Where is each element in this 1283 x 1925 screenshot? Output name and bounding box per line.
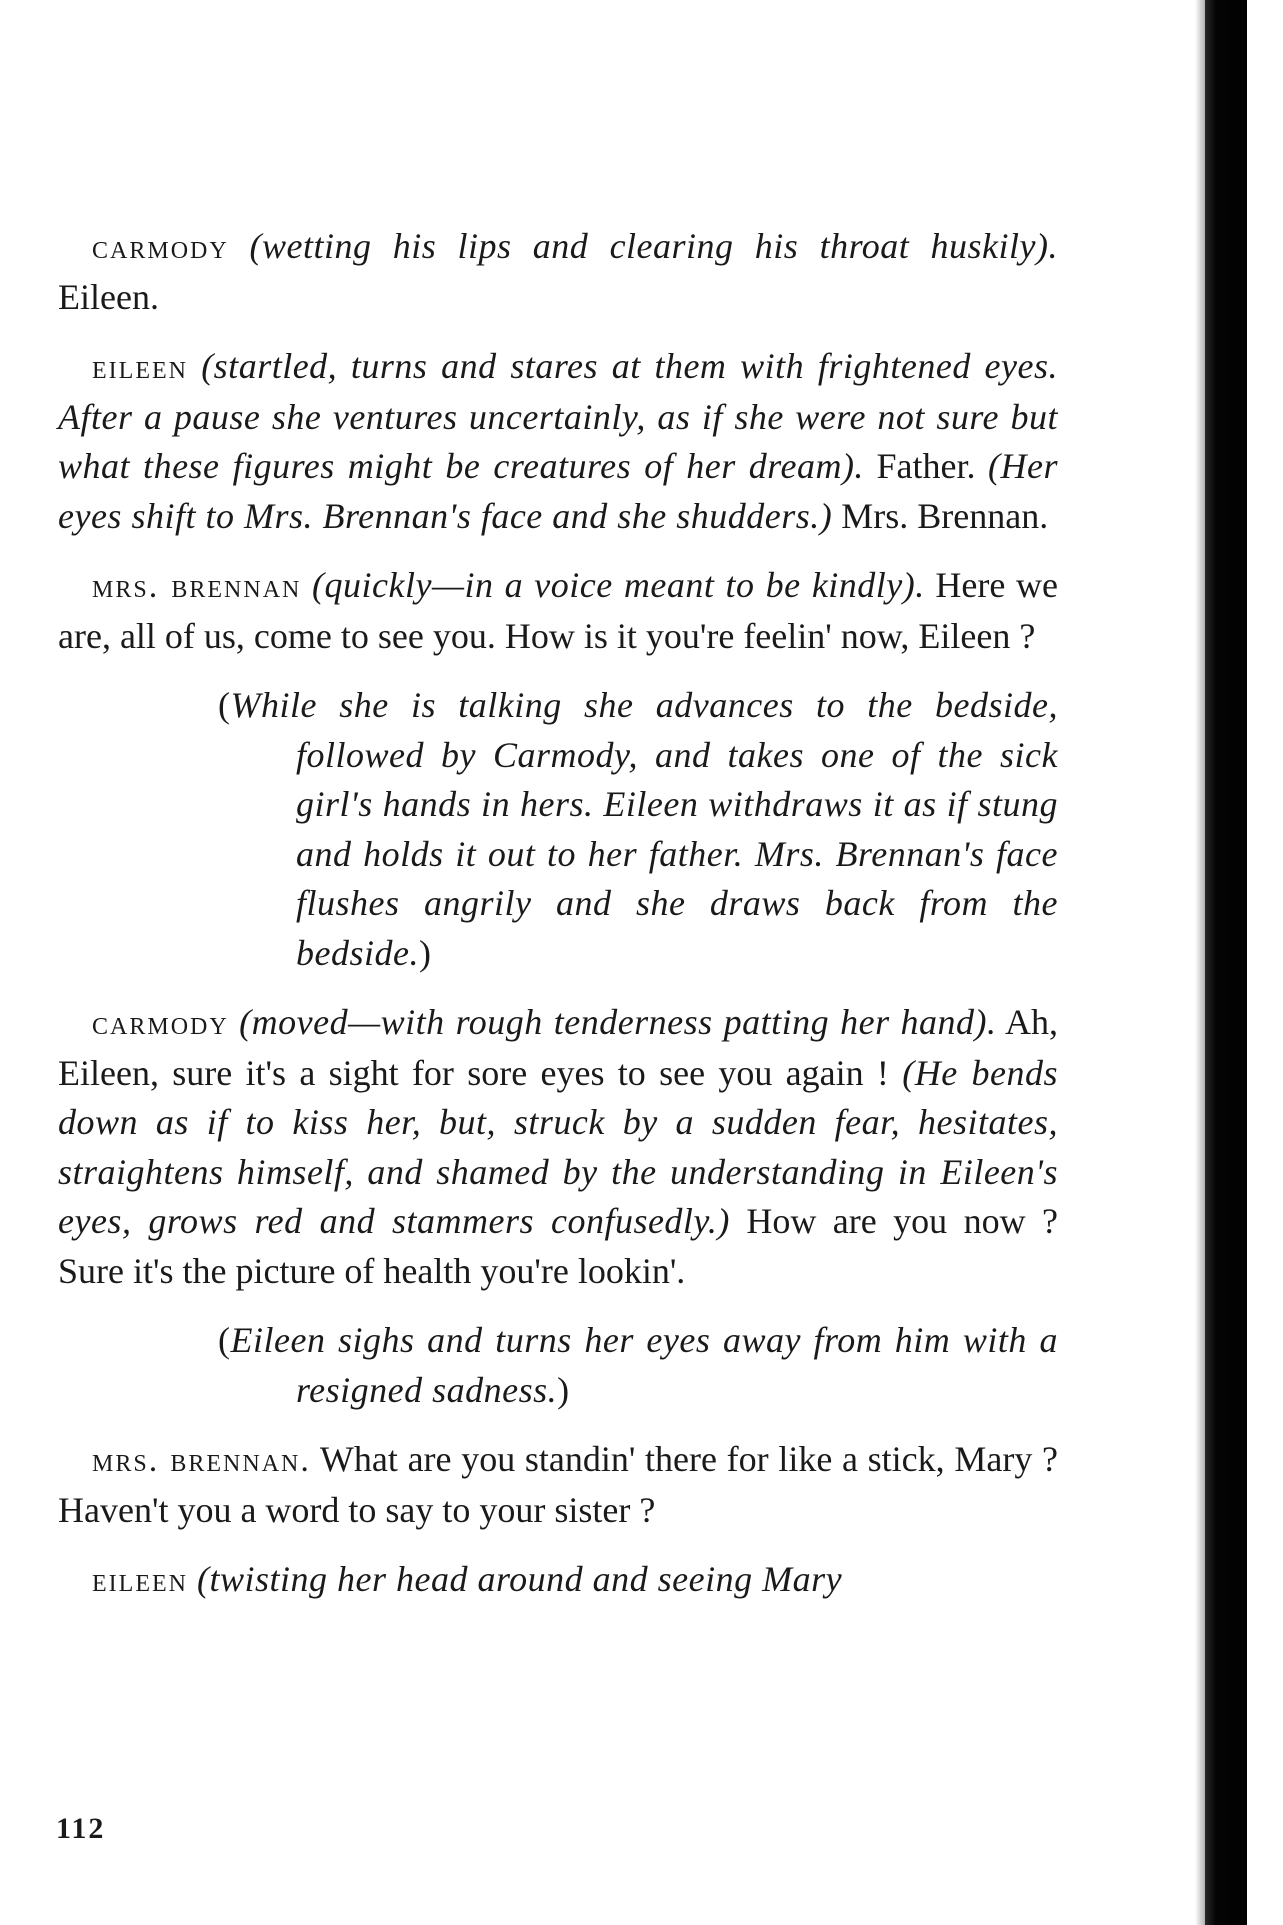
close-paren: ) [418, 932, 432, 973]
stage-direction: (twisting her head around and seeing Mary [196, 1559, 843, 1599]
dialogue: Here we are, all of us, come to see you. How is it you're feelin' now, Eileen ? [58, 565, 1059, 656]
stage-direction: (wetting his lips and clearing his throat huskily). [249, 226, 1058, 266]
stage-direction-block [218, 681, 1058, 978]
stage-direction: (moved—with rough tenderness patting her hand). [239, 1002, 997, 1042]
dialogue: What are you standin' there for like a stick, Mary ? Haven't you a word to say to your sister ? [58, 1439, 1058, 1530]
speaker-name: carmody [92, 229, 229, 266]
speech-paragraph [58, 222, 1058, 322]
stage-direction: (Her eyes shift to Mrs. Brennan's face and she shudders.) [58, 446, 1058, 536]
dialogue: Eileen. [58, 276, 159, 317]
stage-direction-text: While she is talking she advances to the bedside, followed by Carmody, and takes one of the sick girl's hands in hers. Eileen withdraws it as if stung and holds it out to her father. Mrs. Brennan's face flushes angrily and she draws back from the bedside. [230, 685, 1058, 973]
speech-paragraph [58, 342, 1058, 541]
dialogue: How are you now ? Sure it's the picture of health you're lookin'. [58, 1201, 1059, 1291]
speech-paragraph [58, 561, 1058, 661]
close-paren: ) [557, 1369, 570, 1410]
page-number: 112 [56, 1812, 106, 1845]
stage-direction: (startled, turns and stares at them with frightened eyes. After a pause she ventures uncertainly, as if she were not sure but what these figures might be creatures of her dream). [58, 346, 1058, 486]
speech-paragraph [58, 1435, 1058, 1535]
speaker-name: carmody [92, 1005, 229, 1042]
speaker-name: mrs. brennan. [92, 1442, 311, 1479]
speaker-name: mrs. brennan [92, 568, 302, 605]
dialogue: Ah, Eileen, sure it's a sight for sore eyes to see you again ! [58, 1002, 1059, 1093]
book-spine-shadow [1205, 0, 1247, 1925]
stage-direction-text: Eileen sighs and turns her eyes away from him with a resigned sadness. [230, 1320, 1058, 1410]
speech-paragraph [58, 1555, 1058, 1606]
speech-paragraph [58, 998, 1058, 1296]
dialogue: Father. [863, 446, 989, 486]
stage-direction: (He bends down as if to kiss her, but, struck by a sudden fear, hesitates, straightens himself, and shamed by the understanding in Eileen's eyes, grows red and stammers confusedly.) [58, 1052, 1058, 1241]
stage-direction: (quickly—in a voice meant to be kindly). [312, 565, 925, 605]
play-text [58, 222, 1058, 1626]
dialogue: Mrs. Brennan. [832, 495, 1049, 536]
open-paren: ( [218, 1320, 231, 1360]
open-paren: ( [218, 685, 231, 725]
stage-direction-block [218, 1316, 1058, 1415]
speaker-name: eileen [92, 1562, 188, 1599]
speaker-name: eileen [92, 349, 188, 386]
